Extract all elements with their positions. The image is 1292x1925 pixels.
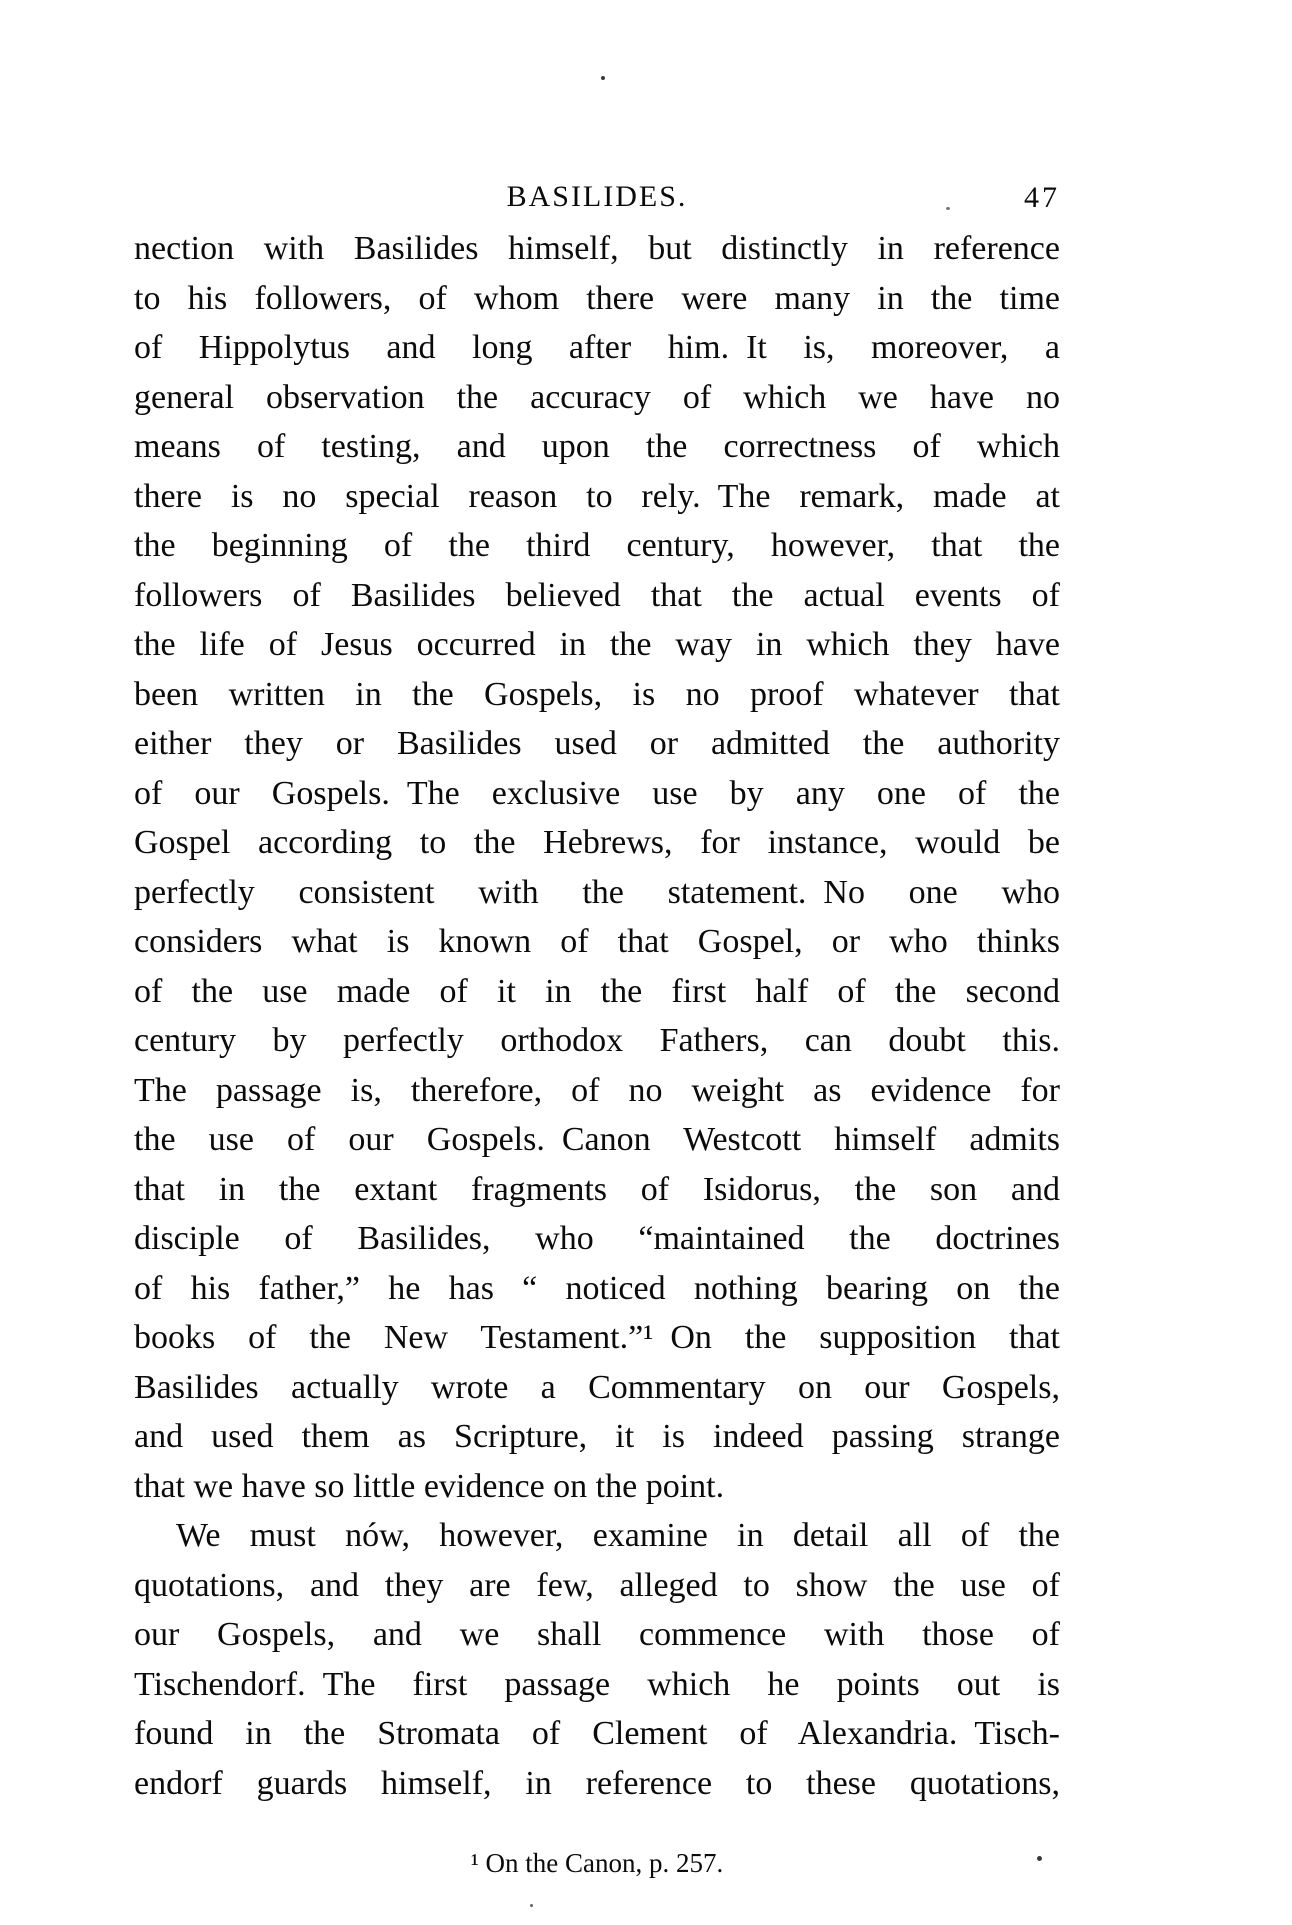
scan-speck — [601, 76, 605, 80]
text-line: considers what is known of that Gospel, or who thinks — [134, 923, 1060, 960]
text-line: Tischendorf. The first passage which he points out is — [134, 1665, 1060, 1703]
text-line: endorf guards himself, in reference to these quotations, — [134, 1764, 1060, 1802]
body-text — [134, 224, 1060, 1808]
scan-speck — [1037, 1856, 1042, 1861]
text-line: nection with Basilides himself, but distinctly in reference — [134, 230, 1060, 267]
text-line: perfectly consistent with the statement. No one who — [134, 873, 1060, 911]
running-head-title: BASILIDES. — [506, 180, 688, 213]
text-line: the life of Jesus occurred in the way in which they have — [134, 626, 1060, 663]
text-line: found in the Stromata of Clement of Alexandria. Tisch- — [134, 1715, 1060, 1752]
text-line: been written in the Gospels, is no proof whatever that — [134, 675, 1060, 713]
text-line: of the use made of it in the first half of the second — [134, 972, 1060, 1010]
text-line: of his father,” he has “ noticed nothing bearing on the — [134, 1269, 1060, 1307]
text-line: and used them as Scripture, it is indeed passing strange — [134, 1418, 1060, 1455]
text-line: the beginning of the third century, however, that the — [134, 527, 1060, 564]
text-line: Basilides actually wrote a Commentary on our Gospels, — [134, 1368, 1060, 1406]
text-line: means of testing, and upon the correctness of which — [134, 428, 1060, 465]
text-line: that we have so little evidence on the point. — [134, 1467, 725, 1505]
text-line: The passage is, therefore, of no weight as evidence for — [134, 1071, 1060, 1109]
text-line: followers of Basilides believed that the actual events of — [134, 576, 1060, 614]
text-line: century by perfectly orthodox Fathers, can doubt this. — [134, 1022, 1060, 1059]
scan-speck — [530, 1904, 533, 1907]
text-line: that in the extant fragments of Isidorus, the son and — [134, 1170, 1060, 1208]
text-line: We must nów, however, examine in detail all of the — [176, 1517, 1060, 1554]
text-line: there is no special reason to rely. The remark, made at — [134, 477, 1060, 515]
footnote — [134, 1848, 1060, 1879]
page-number: 47 — [1024, 181, 1060, 214]
footnote-text: ¹ On the Canon, p. 257. — [470, 1848, 724, 1878]
text-line: either they or Basilides used or admitted the authority — [134, 725, 1060, 762]
text-line: Gospel according to the Hebrews, for instance, would be — [134, 824, 1060, 861]
text-line: of our Gospels. The exclusive use by any one of the — [134, 774, 1060, 812]
text-line: of Hippolytus and long after him. It is, moreover, a — [134, 329, 1060, 366]
text-line: general observation the accuracy of which we have no — [134, 378, 1060, 416]
text-line: quotations, and they are few, alleged to show the use of — [134, 1566, 1060, 1604]
text-line: disciple of Basilides, who “maintained the doctrines — [134, 1220, 1060, 1257]
text-line: to his followers, of whom there were many in the time — [134, 279, 1060, 317]
page-header — [134, 180, 1060, 222]
text-line: books of the New Testament.”¹ On the supposition that — [134, 1319, 1060, 1356]
text-line: the use of our Gospels. Canon Westcott himself admits — [134, 1121, 1060, 1158]
scan-speck — [946, 207, 950, 210]
text-line: our Gospels, and we shall commence with those of — [134, 1616, 1060, 1653]
